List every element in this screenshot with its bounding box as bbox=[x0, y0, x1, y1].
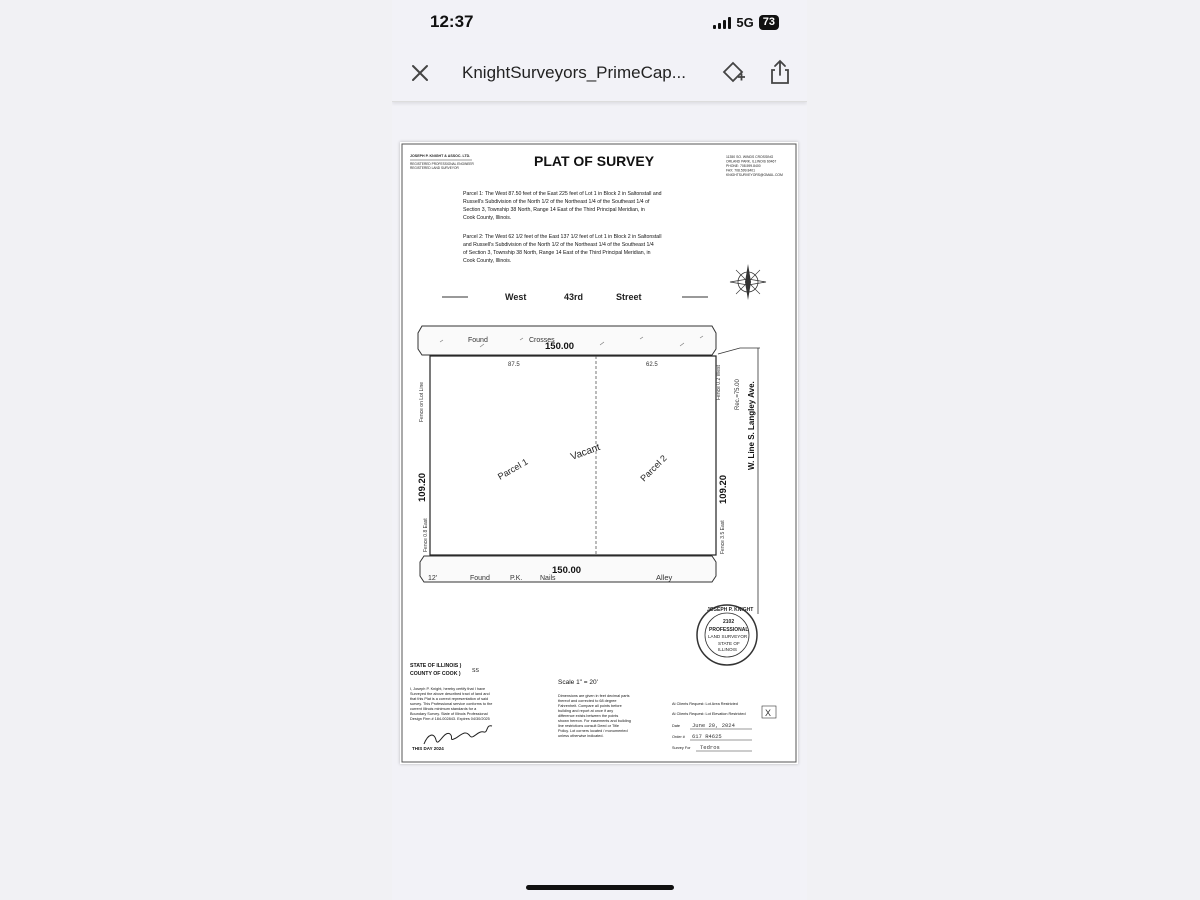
this-day-label: THIS DAY 2024 bbox=[412, 746, 444, 751]
cert-line-6: Boundary Survey. State of Illinois Professional bbox=[410, 712, 488, 716]
address-line-5: KNIGHTSURVEYORS@GMAIL.COM bbox=[726, 173, 783, 177]
client-request-elevation: At Clients Request: Lot Elevation Restricted bbox=[672, 712, 746, 716]
survey-for-label: Survey For bbox=[672, 746, 691, 750]
cert-line-3: that this Plat is a correct representation of said bbox=[410, 697, 489, 701]
right-fence-top: Fence 0.2 West bbox=[716, 365, 722, 400]
plat-of-survey-document bbox=[400, 142, 798, 764]
company-line-2: REGISTERED PROFESSIONAL ENGINEER bbox=[410, 162, 474, 166]
note-line-2: thereof and corrected to 68 degree bbox=[558, 699, 617, 703]
top-dimension: 150.00 bbox=[545, 341, 575, 352]
plat-title: PLAT OF SURVEY bbox=[534, 153, 655, 169]
parcel2-line-4: Cook County, Illinois. bbox=[463, 258, 512, 264]
surveyor-seal bbox=[697, 605, 757, 665]
parcel2-line-3: of Section 3, Township 38 North, Range 14 East of the Third Principal Meridian, in bbox=[463, 250, 651, 256]
parcel1-line-4: Cook County, Illinois. bbox=[463, 215, 512, 221]
bottom-found-label: Found bbox=[470, 575, 490, 582]
note-line-4: building and report at once if any bbox=[558, 709, 614, 713]
surveyor-signature bbox=[424, 726, 492, 744]
address-line-2: ORLAND PARK, ILLINOIS 60467 bbox=[726, 159, 777, 164]
battery-level: 73 bbox=[759, 15, 779, 30]
checkbox-x-mark: X bbox=[765, 708, 772, 718]
county-line: COUNTY OF COOK ) bbox=[410, 671, 461, 677]
street-word-west: West bbox=[505, 292, 527, 302]
right-record-dimension: Rec.=75.00 bbox=[735, 379, 741, 410]
document-title: KnightSurveyors_PrimeCap... bbox=[462, 63, 686, 82]
top-sub-left: 87.5 bbox=[508, 362, 520, 368]
seal-line-4: STATE OF bbox=[718, 641, 740, 646]
note-line-9: unless otherwise indicated. bbox=[558, 734, 604, 738]
note-line-8: Policy. Lot corners located / monumented bbox=[558, 729, 628, 733]
seal-top-text: JOSEPH P. KNIGHT bbox=[707, 607, 754, 613]
network-type: 5G bbox=[736, 15, 754, 30]
signal-icon bbox=[713, 17, 731, 29]
vacant-label: Vacant bbox=[569, 442, 602, 463]
parcel2-line-1: Parcel 2: The West 62 1/2 feet of the East 137 1/2 feet of Lot 1 in Block 2 in Saltonstall bbox=[463, 234, 662, 240]
seal-line-2: PROFESSIONAL bbox=[709, 627, 749, 633]
top-found-label: Found bbox=[468, 337, 488, 344]
bottom-12-label: 12' bbox=[428, 575, 438, 582]
bottom-pk-label: P.K. bbox=[510, 575, 523, 582]
left-fence-top: Fence on Lot Line bbox=[419, 381, 425, 422]
note-line-3: Fahrenheit. Compare all points before bbox=[558, 704, 622, 708]
close-icon[interactable] bbox=[408, 61, 432, 85]
parcel1-line-3: Section 3, Township 38 North, Range 14 East of the Third Principal Meridian, in bbox=[463, 207, 645, 213]
side-street-label: W. Line S. Langley Ave. bbox=[747, 381, 756, 470]
status-bar bbox=[392, 0, 807, 44]
cert-line-1: I, Joseph P. Knight, hereby certify that I have bbox=[410, 687, 486, 691]
date-label: Date bbox=[672, 724, 681, 728]
cert-line-5: current Illinois minimum standards for a bbox=[410, 707, 477, 711]
seal-line-3: LAND SURVEYOR bbox=[708, 634, 748, 639]
note-line-7: line restrictions consult Deed or Title bbox=[558, 724, 619, 728]
home-indicator[interactable] bbox=[526, 885, 674, 890]
address-line-1: 11350 SO. WINDS CROSSING bbox=[726, 155, 774, 159]
company-line-1: JOSEPH P. KNIGHT & ASSOC. LTD. bbox=[410, 154, 471, 158]
client-request-area: At Clients Request: Lot Area Restricted bbox=[672, 702, 738, 706]
status-time: 12:37 bbox=[430, 12, 474, 31]
north-arrow-icon bbox=[730, 264, 766, 300]
note-line-5: difference exists between the points bbox=[558, 714, 619, 718]
top-crosses-label: Crosses bbox=[529, 337, 555, 344]
left-dimension: 109.20 bbox=[417, 472, 428, 502]
bottom-nails-label: Nails bbox=[540, 575, 556, 582]
cert-line-2: Surveyed the above described tract of land and bbox=[410, 692, 490, 696]
add-to-shapes-icon[interactable] bbox=[720, 60, 746, 86]
alley-label: Alley bbox=[656, 573, 673, 582]
status-indicators bbox=[713, 15, 779, 30]
company-line-3: REGISTERED LAND SURVEYOR bbox=[410, 166, 459, 170]
right-fence-bottom: Fence 3.5 East bbox=[720, 520, 726, 554]
cert-line-4: survey. This Professional service conforms to the bbox=[410, 702, 493, 706]
parcel1-label: Parcel 1 bbox=[496, 456, 530, 482]
parcel1-line-1: Parcel 1: The West 87.50 feet of the East 225 feet of Lot 1 in Block 2 in Saltonstall and bbox=[463, 191, 662, 197]
ss-label: SS bbox=[472, 668, 479, 674]
note-line-1: Dimensions are given in feet decimal parts bbox=[558, 694, 630, 698]
seal-line-5: ILLINOIS bbox=[718, 647, 737, 652]
parcel2-label: Parcel 2 bbox=[638, 452, 669, 484]
top-sub-right: 62.5 bbox=[646, 362, 658, 368]
survey-for-value: Tedros bbox=[700, 744, 720, 751]
seal-line-1: 2102 bbox=[723, 619, 735, 625]
cert-line-7: Design Firm # 184-002843. Expires 04/30/2025 bbox=[410, 717, 490, 721]
right-dimension: 109.20 bbox=[718, 474, 729, 504]
date-value: June 20, 2024 bbox=[692, 722, 735, 729]
address-line-3: PHONE: 708.599.8400 bbox=[726, 164, 761, 168]
document-toolbar bbox=[392, 44, 807, 102]
parcel1-line-2: Russell's Subdivision of the North 1/2 of the Northeast 1/4 of the Southeast 1/4 of bbox=[463, 199, 650, 205]
parcel2-line-2: and Russell's Subdivision of the North 1/2 of the Northeast 1/4 of the Southeast 1/4 bbox=[463, 242, 654, 248]
bottom-dimension: 150.00 bbox=[552, 565, 582, 576]
street-word-43rd: 43rd bbox=[564, 292, 584, 302]
address-line-4: FAX: 708.599.8401 bbox=[726, 168, 756, 173]
scale-label: Scale 1" = 20' bbox=[558, 679, 598, 686]
left-fence-bottom: Fence 0.8 East bbox=[423, 518, 429, 552]
order-label: Order # bbox=[672, 735, 685, 739]
street-word-street: Street bbox=[616, 292, 642, 302]
share-icon[interactable] bbox=[768, 58, 792, 86]
order-value: 617 R4625 bbox=[692, 733, 722, 740]
state-line: STATE OF ILLINOIS ) bbox=[410, 663, 462, 669]
note-line-6: shown hereon. For easements and building bbox=[558, 719, 631, 723]
